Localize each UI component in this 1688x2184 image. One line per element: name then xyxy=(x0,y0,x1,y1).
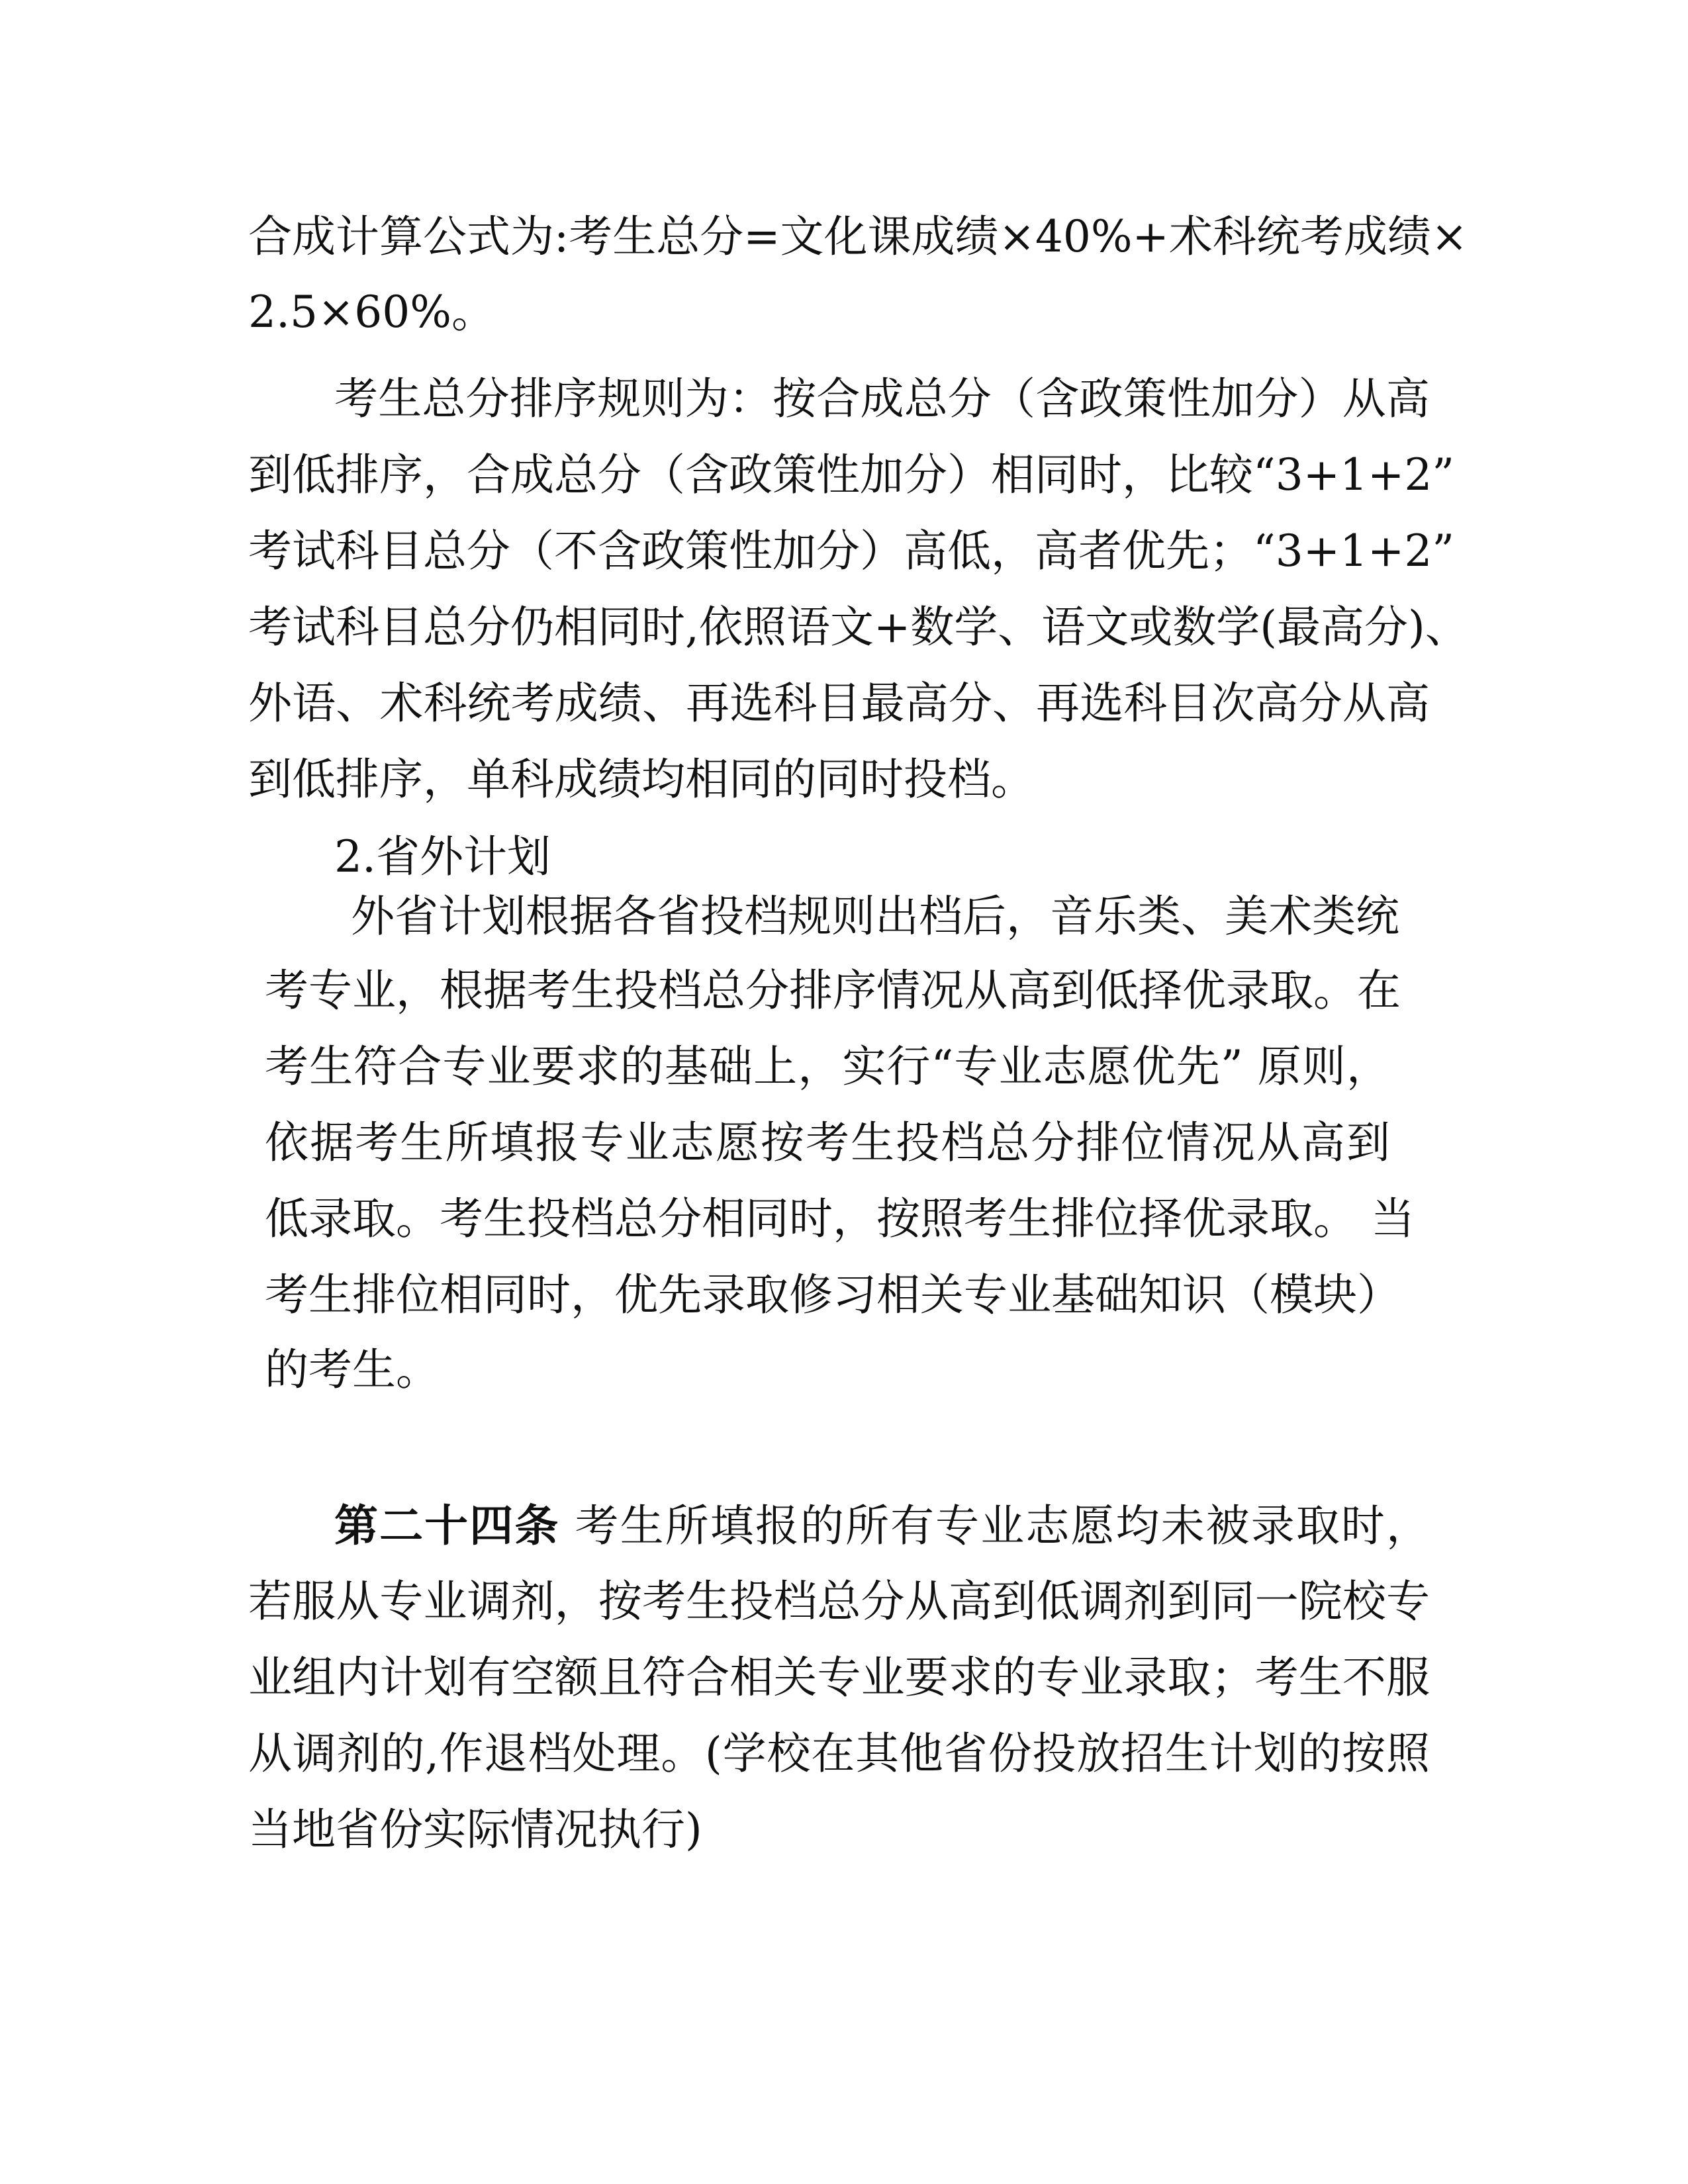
text-line: 外省计划根据各省投档规则出档后，音乐类、美术类统 xyxy=(351,891,1399,942)
text-line: 外语、术科统考成绩、再选科目最高分、再选科目次高分从高 xyxy=(248,678,1430,729)
text-line: 考生符合专业要求的基础上，实行“专业志愿优先” 原则， xyxy=(265,1041,1390,1092)
text-line: 考专业，根据考生投档总分排序情况从高到低择优录取。在 xyxy=(265,965,1401,1016)
text-line: 考生总分排序规则为：按合成总分（含政策性加分）从高 xyxy=(334,373,1430,424)
text-line: 考试科目总分（不含政策性加分）高低，高者优先；“3+1+2” xyxy=(248,525,1455,576)
text-line: 业组内计划有空额且符合相关专业要求的专业录取；考生不服 xyxy=(248,1652,1430,1703)
text-line: 低录取。考生投档总分相同时，按照考生排位择优录取。 当 xyxy=(265,1193,1415,1244)
text-line: 从调剂的,作退档处理。(学校在其他省份投放招生计划的按照 xyxy=(248,1728,1430,1779)
text-line: 考试科目总分仍相同时,依照语文+数学、语文或数学(最高分)、 xyxy=(248,602,1469,653)
text-line xyxy=(334,1499,1430,1552)
text-line: 考生排位相同时，优先录取修习相关专业基础知识（模块） xyxy=(265,1269,1401,1320)
text-line: 当地省份实际情况执行) xyxy=(248,1804,702,1855)
text-line: 2.5×60%。 xyxy=(248,287,495,338)
text-line: 依据考生所填报专业志愿按考生投档总分排位情况从高到 xyxy=(265,1117,1390,1168)
text-line: 到低排序，单科成绩均相同的同时投档。 xyxy=(248,754,1035,805)
section-heading: 2.省外计划 xyxy=(334,831,551,882)
text-line: 的考生。 xyxy=(265,1344,440,1395)
text-line: 若服从专业调剂，按考生投档总分从高到低调剂到同一院校专 xyxy=(248,1576,1430,1627)
article-text: 考生所填报的所有专业志愿均未被录取时， xyxy=(559,1500,1430,1551)
article-label: 第二十四条 xyxy=(334,1500,560,1551)
text-line: 合成计算公式为:考生总分=文化课成绩×40%+术科统考成绩× xyxy=(248,211,1468,262)
text-line: 到低排序，合成总分（含政策性加分）相同时，比较“3+1+2” xyxy=(248,449,1455,500)
